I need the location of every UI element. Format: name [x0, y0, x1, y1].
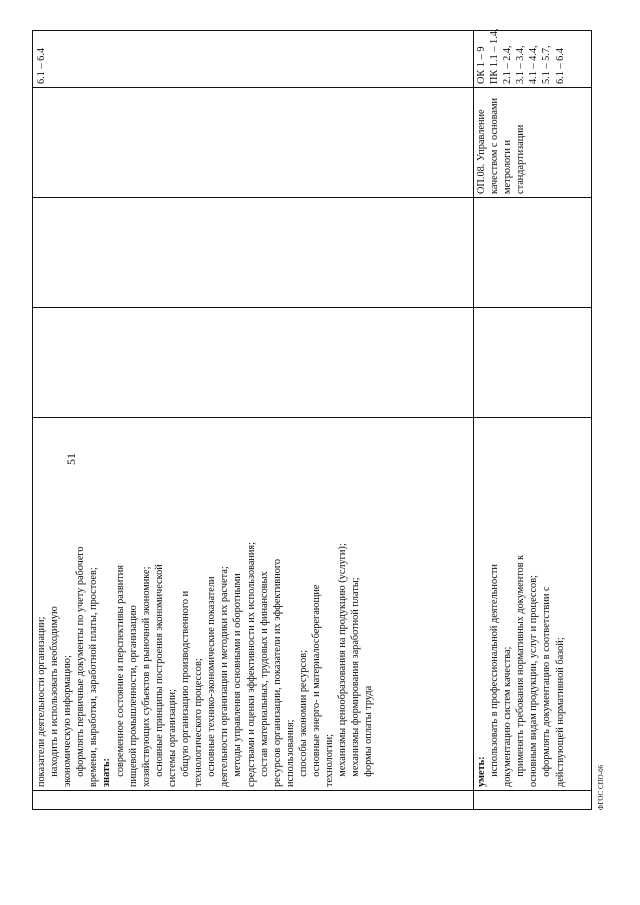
content-line: оформлять документацию в соответствии с: [541, 586, 553, 787]
row-separator: [473, 31, 474, 809]
content-line: показатели деятельности организации;: [36, 616, 47, 787]
competency-line: 2.1 – 2.4,: [502, 45, 514, 84]
competency-line: 4.1 – 4.4,: [528, 45, 540, 84]
content-line: системы организации;: [166, 689, 178, 787]
content-line: хозяйствующих субъектов в рыночной экономике;: [140, 566, 152, 787]
content-line: механизмы ценообразования на продукцию (услуги);: [337, 543, 349, 787]
column-separator: [33, 87, 591, 88]
content-line: находить и использовать необходимую: [49, 606, 61, 787]
content-line: использования;: [284, 719, 296, 787]
content-line: времени, выработки, заработной платы, простоев;: [88, 567, 100, 787]
content-line: основные технико-экономические показатели: [206, 576, 218, 787]
content-line: экономическую информацию;: [62, 655, 74, 787]
content-line: знать:: [101, 758, 113, 787]
content-line: основным видам продукции, услуг и процессов;: [528, 575, 540, 787]
row2-discipline: [475, 98, 527, 194]
discipline-line: стандартизации: [515, 124, 527, 194]
competency-line: ПК 1.1 – 1.4,: [489, 28, 501, 84]
competency-line: 3.1 – 3.4,: [515, 45, 527, 84]
content-line: способы экономии ресурсов;: [297, 649, 309, 787]
content-line: общую организацию производственного и: [180, 590, 192, 787]
competency-line: 6.1 – 6.4: [554, 47, 566, 84]
competency-line: 5.1 – 5.7,: [541, 45, 553, 84]
content-line: средствами и оценки эффективности их использования;: [245, 541, 257, 787]
column-separator: [33, 307, 591, 308]
column-separator: [33, 790, 591, 791]
curriculum-table: [32, 30, 592, 810]
column-separator: [33, 197, 591, 198]
column-separator: [33, 417, 591, 418]
competency-line: ОК 1 – 9: [476, 46, 487, 84]
row1-content: [35, 542, 375, 787]
content-line: оформлять первичные документы по учету рабочего: [75, 546, 87, 787]
content-line: деятельности организации и методики их расчета;: [219, 566, 231, 787]
footer-stamp: ФГОС СПО-06: [597, 764, 605, 810]
row1-competencies: [35, 48, 48, 84]
content-line: применять требования нормативных документов к: [515, 554, 527, 787]
content-line: ресурсов организации, показатели их эффективного: [271, 559, 283, 787]
content-line: методы управления основными и оборотными: [232, 573, 244, 787]
content-line: технологии;: [324, 734, 336, 787]
content-line: современное состояние и перспективы развития: [114, 565, 126, 787]
page-number: 51: [64, 453, 78, 465]
content-line: действующей нормативной базой;: [554, 637, 566, 787]
discipline-line: качеством с основами: [489, 97, 501, 194]
content-line: использовать в профессиональной деятельности: [489, 564, 501, 787]
content-line: формы оплаты труда: [363, 685, 375, 787]
discipline-line: метрологи и: [502, 140, 514, 194]
row2-content: [475, 555, 567, 787]
competency-line: 6.1 – 6.4: [36, 47, 47, 84]
content-line: основные энерго- и материалосберегающие: [310, 584, 322, 787]
row2-competencies: [475, 29, 567, 85]
content-line: состав материальных, трудовых и финансовых: [258, 571, 270, 787]
discipline-line: ОП.08. Управление: [476, 109, 487, 194]
content-line: основные принципы построения экономической: [153, 564, 165, 787]
content-line: уметь:: [476, 756, 487, 787]
content-line: пищевой промышленности, организацию: [127, 605, 139, 787]
content-line: технологического процессов;: [193, 658, 205, 787]
content-line: механизмы формирования заработной платы;: [350, 577, 362, 787]
content-line: документацию систем качества;: [502, 646, 514, 787]
